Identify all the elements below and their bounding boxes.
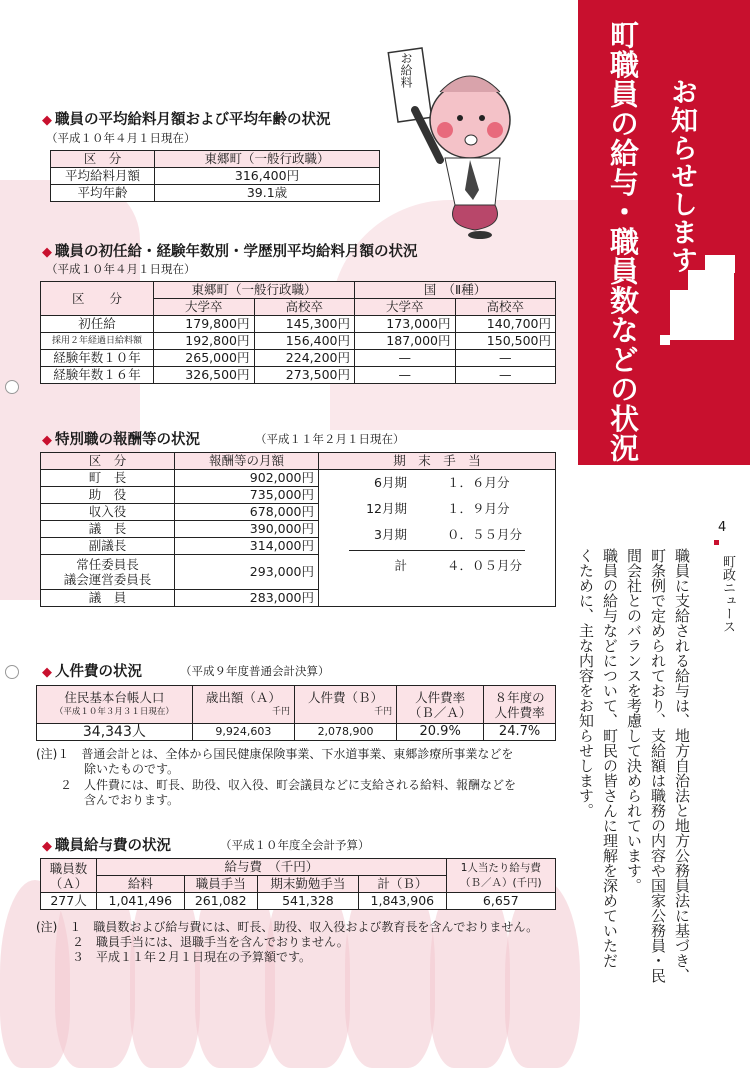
diamond-bullet-icon: ◆ bbox=[42, 839, 52, 854]
banner-stair-decor bbox=[688, 270, 734, 340]
section-date: （平成１０年４月１日現在） bbox=[46, 131, 196, 145]
intro-line: 町条例で定められており、支給額は職務の内容や国家公務員・民 bbox=[649, 548, 667, 983]
personnel-cost-table: 住民基本台帳人口 （平成１０年３月３１日現在） 歳出額（Ａ） 千円 人件費（Ｂ） 千円 人件費率 （Ｂ／Ａ） ８年度の 人件費率 34,343人 9,924,603 2,078,900 20.9% 24.7% bbox=[36, 685, 556, 741]
intro-line: 間会社とのバランスを考慮して決められています。 bbox=[625, 548, 643, 893]
note-line: ２ 人件費には、町長、助役、収入役、町会議員などに支給される給料、報酬などを bbox=[36, 778, 517, 792]
banner-stair-decor bbox=[705, 255, 735, 273]
binder-hole bbox=[5, 380, 19, 394]
table-row: 平均年齢 39.1歳 bbox=[51, 185, 380, 202]
section-title-average-salary: ◆ 職員の平均給料月額および平均年齢の状況 bbox=[42, 112, 331, 128]
average-salary-table: 区 分 東郷町（一般行政職） 平均給料月額 316,400円 平均年齢 39.1歳 bbox=[50, 150, 380, 202]
note-line: ２ 職員手当には、退職手当を含んでおりません。 bbox=[36, 935, 349, 949]
diamond-bullet-icon: ◆ bbox=[42, 433, 52, 448]
bonus-total-row: 計 ４．０５月分 bbox=[394, 558, 523, 573]
table-row: 常任委員長 議会運営委員長 293,000円 bbox=[41, 555, 556, 590]
section-title-staff-pay: ◆ 職員給与費の状況 bbox=[42, 838, 171, 854]
diamond-bullet-icon: ◆ bbox=[42, 665, 52, 680]
table-row: 初任給 179,800円 145,300円 173,000円 140,700円 bbox=[41, 316, 556, 333]
table-row: 議 員 283,000円 bbox=[41, 590, 556, 607]
section-date: （平成１１年２月１日現在） bbox=[255, 432, 405, 446]
bonus-divider bbox=[349, 550, 525, 551]
section-date: （平成１０年４月１日現在） bbox=[46, 262, 196, 276]
bonus-row: 12月期 １．９月分 bbox=[366, 501, 510, 516]
diamond-bullet-icon: ◆ bbox=[42, 113, 52, 128]
section-date: （平成１０年度全会計予算） bbox=[220, 838, 370, 852]
intro-line: 職員の給与などについて、町民の皆さんに理解を深めていただ bbox=[601, 548, 619, 968]
banner-square bbox=[660, 335, 670, 345]
table-row: 277人 1,041,496 261,082 541,328 1,843,906 6,657 bbox=[41, 893, 556, 910]
binder-hole bbox=[5, 665, 19, 679]
sign-text: お給料 bbox=[399, 52, 413, 88]
diamond-bullet-icon: ◆ bbox=[42, 245, 52, 260]
section-date: （平成９年度普通会計決算） bbox=[180, 664, 330, 678]
table-row: 副議長 314,000円 bbox=[41, 538, 556, 555]
table-row: 34,343人 9,924,603 2,078,900 20.9% 24.7% bbox=[37, 724, 556, 741]
intro-line: くために、主な内容をお知らせします。 bbox=[577, 548, 595, 818]
section-title-personnel-cost: ◆ 人件費の状況 bbox=[42, 664, 142, 680]
bonus-row: 3月期 ０．５５月分 bbox=[374, 527, 523, 542]
special-posts-table: 区 分 報酬等の月額 期 末 手 当 町 長 902,000円 6月期 １．６月分 12月期 １．９月分 3月期 ０．５５月分 計 ４．０５月分 助 役 735,000円 収入役 678,000円 議 長 390,000円 副議長 314,000円 常任委員長 議会運営委員長 293,000円 議 員 283,000円 bbox=[40, 452, 556, 607]
bonus-cell bbox=[319, 470, 556, 607]
banner-subtitle: お知らせします bbox=[666, 78, 697, 274]
table-row: 採用２年経過日給料額 192,800円 156,400円 187,000円 150,500円 bbox=[41, 333, 556, 350]
note-line: (注)１ 普通会計とは、全体から国民健康保険事業、下水道事業、東郷診療所事業などを bbox=[36, 747, 514, 761]
banner-stair-decor bbox=[670, 290, 690, 340]
staff-pay-table: 職員数 （Ａ） 給与費 （千円） 1人当たり給与費 （Ｂ／Ａ）(千円) 給料 職員手当 期末勤勉手当 計（Ｂ） 277人 1,041,496 261,082 541,328 1,843,906 6,657 bbox=[40, 858, 556, 910]
newsletter-name: 町政ニュース bbox=[720, 555, 735, 633]
section-title-starting-salary: ◆ 職員の初任給・経験年数別・学歴別平均給料月額の状況 bbox=[42, 244, 418, 260]
banner-title: 町職員の給与・職員数などの状況 bbox=[606, 20, 640, 463]
note-line: ３ 平成１１年２月１日現在の予算額です。 bbox=[36, 950, 312, 964]
table-row: 町 長 902,000円 6月期 １．６月分 12月期 １．９月分 3月期 ０．５５月分 計 ４．０５月分 bbox=[41, 470, 556, 487]
intro-line: 職員に支給される給与は、地方自治法と地方公務員法に基づき、 bbox=[673, 548, 691, 983]
side-marker bbox=[714, 540, 719, 545]
note-line: 除いたものです。 bbox=[36, 762, 180, 776]
table-row: 議 長 390,000円 bbox=[41, 521, 556, 538]
bonus-row: 6月期 １．６月分 bbox=[374, 475, 510, 490]
starting-salary-table: 区 分 東郷町（一般行政職） 国 （Ⅱ種） 大学卒 高校卒 大学卒 高校卒 初任給 179,800円 145,300円 173,000円 140,700円 採用２年経過日給料額 192,800円 156,400円 187,000円 150,500円 経験年数１０年 265,000円 224,200円 — — 経験年数１６年 326,500円 273,500円 — — bbox=[40, 281, 556, 384]
note-line: (注) １ 職員数および給与費には、町長、助役、収入役および教育長を含んでおりません。 bbox=[36, 920, 539, 934]
page-number: 4 bbox=[718, 520, 727, 535]
table-row: 経験年数１０年 265,000円 224,200円 — — bbox=[41, 350, 556, 367]
note-line: 含んでおります。 bbox=[36, 793, 180, 807]
section-title-special-posts: ◆ 特別職の報酬等の状況 bbox=[42, 432, 200, 448]
table-row: 助 役 735,000円 bbox=[41, 487, 556, 504]
table-row: 経験年数１６年 326,500円 273,500円 — — bbox=[41, 367, 556, 384]
table-row: 平均給料月額 316,400円 bbox=[51, 168, 380, 185]
table-row: 収入役 678,000円 bbox=[41, 504, 556, 521]
